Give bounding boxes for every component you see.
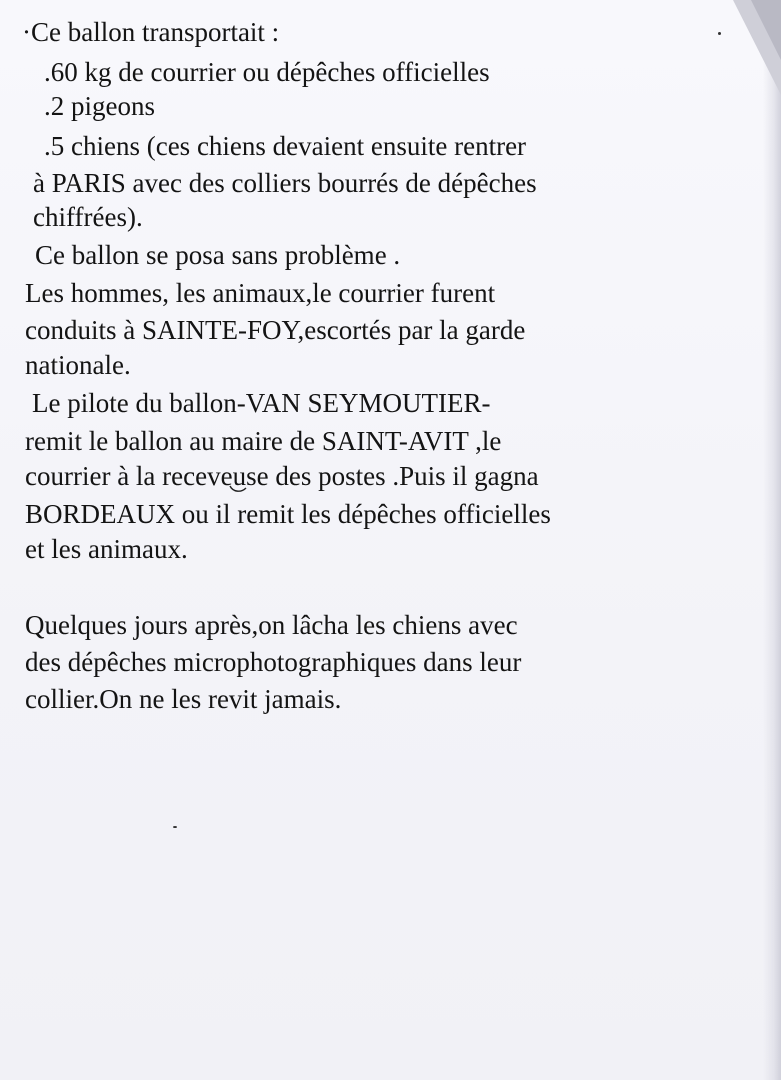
text-line: .2 pigeons [44, 91, 155, 121]
text-line: et les animaux. [25, 534, 188, 564]
text-line: collier.On ne les revit jamais. [25, 684, 342, 714]
text-line: Quelques jours après,on lâcha les chiens avec [25, 610, 518, 640]
page-edge-shadow [763, 0, 781, 1080]
text-line: Le pilote du ballon-VAN SEYMOUTIER- [32, 388, 491, 418]
text-line: remit le ballon au maire de SAINT-AVIT ,le [25, 426, 502, 456]
scan-speck [173, 826, 177, 828]
text-line: chiffrées). [33, 202, 143, 232]
page-corner-fold-inner [751, 0, 781, 60]
text-line: ·Ce ballon transportait : [22, 17, 280, 47]
text-line: .60 kg de courrier ou dépêches officielles [44, 57, 490, 87]
handwritten-correction-mark [229, 484, 247, 494]
scan-speck [718, 32, 721, 35]
text-line: courrier à la receveuse des postes .Puis il gagna [25, 461, 539, 491]
text-line: à PARIS avec des colliers bourrés de dépêches [33, 168, 537, 198]
text-line: Les hommes, les animaux,le courrier furent [25, 278, 496, 308]
text-line: des dépêches microphotographiques dans leur [25, 647, 522, 677]
text-line: .5 chiens (ces chiens devaient ensuite rentrer [44, 131, 527, 161]
text-line: conduits à SAINTE-FOY,escortés par la garde [25, 315, 526, 345]
text-line: nationale. [25, 350, 131, 380]
text-line: Ce ballon se posa sans problème . [35, 240, 401, 270]
text-line: BORDEAUX ou il remit les dépêches officielles [25, 499, 551, 529]
